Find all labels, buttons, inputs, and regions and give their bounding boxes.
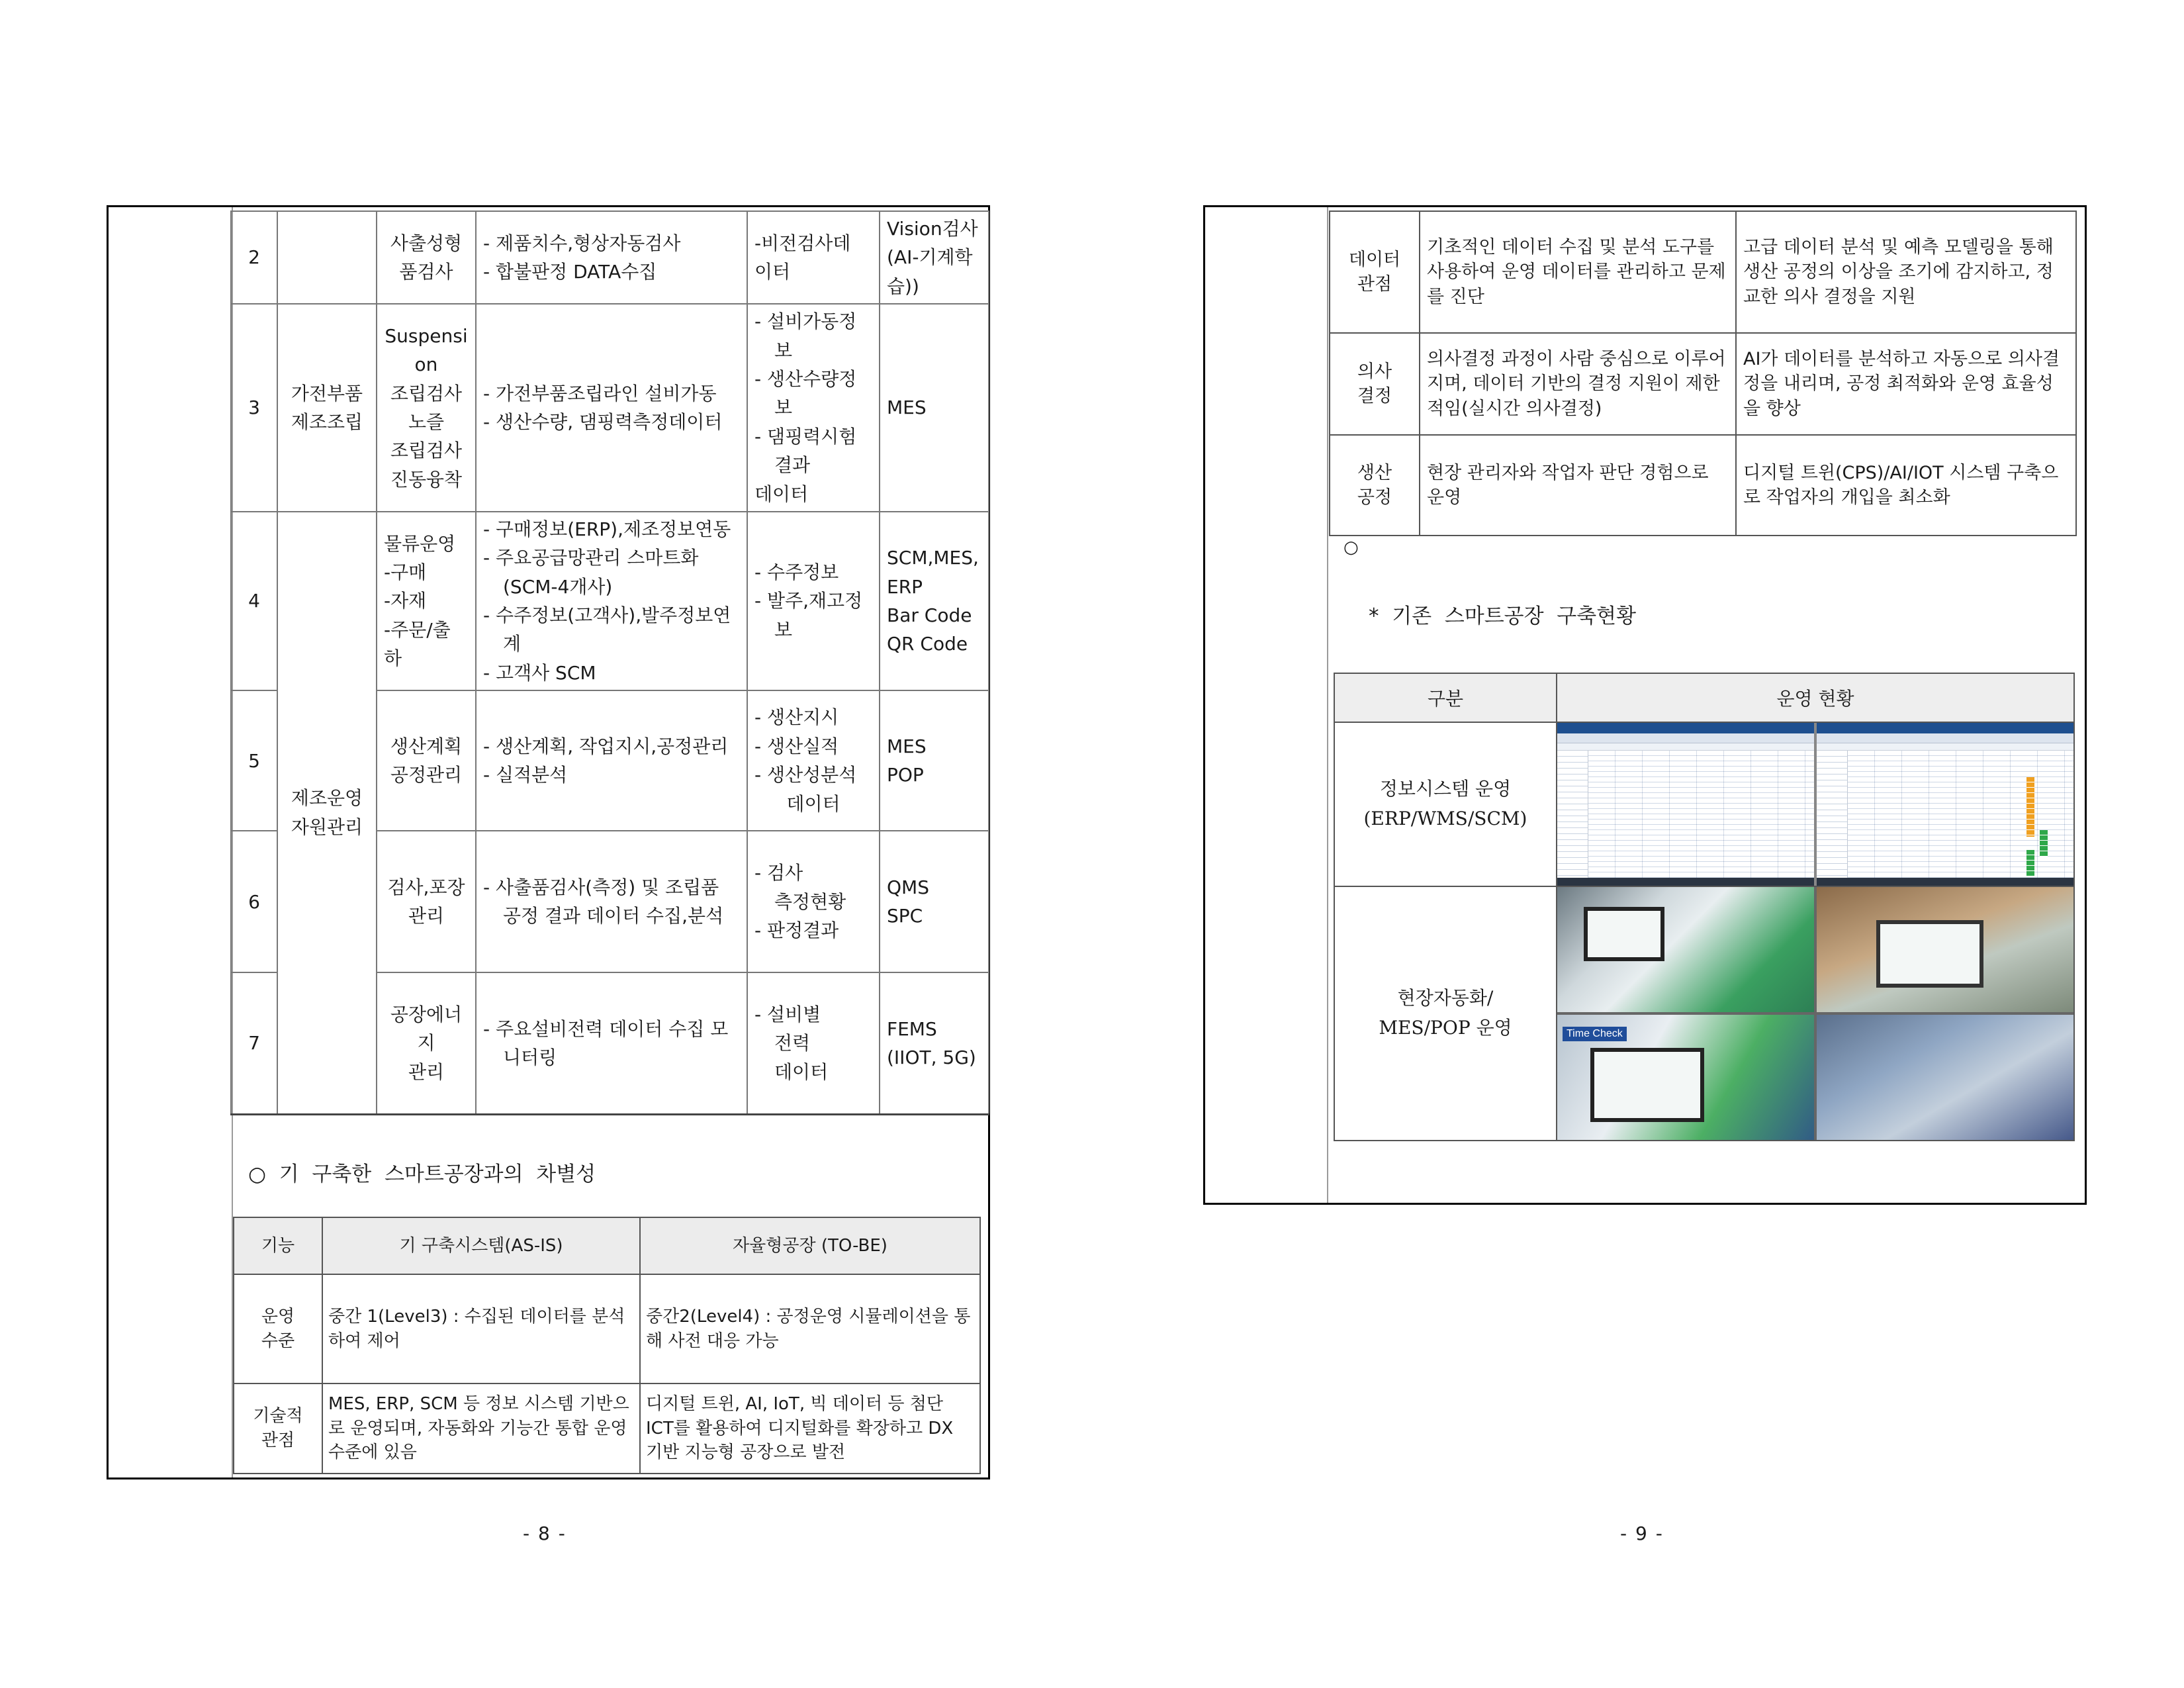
content-cell: - 구매정보(ERP),제조정보연동 - 주요공급망관리 스마트화(SCM-4개사) - 수주정보(고객사),발주정보연계 - 고객사 SCM [476,512,747,690]
table-row [234,1274,980,1383]
factory-photo-machine [1557,887,1814,1012]
content-cell: - 가전부품조립라인 설비가동 - 생산수량, 댐핑력측정데이터 [476,304,747,512]
smart-factory-function-table [230,211,989,1115]
factory-photo-monitor [1817,887,2073,1012]
table-row [234,1383,980,1474]
system-cell: MES [880,304,989,512]
row-number: 7 [231,972,277,1114]
system-cell: Vision검사 (AI-기계학 습)) [880,211,989,304]
data-cell: - 생산지시 - 생산실적 - 생산성분석 데이터 [747,690,880,831]
row-number: 5 [231,690,277,831]
row-number: 6 [231,831,277,972]
column-header: 기능 [234,1217,322,1274]
row-number: 2 [231,211,277,304]
task-cell: 검사,포장 관리 [377,831,476,972]
to-be-cell: 고급 데이터 분석 및 예측 모델링을 통해 생산 공정의 이상을 조기에 감지하고, 정교한 의사 결정을 지원 [1736,211,2076,333]
erp-screen-image [1557,723,1814,886]
table-row [231,512,989,690]
as-is-cell: 중간 1(Level3) : 수집된 데이터를 분석하여 제어 [322,1274,640,1383]
task-cell: 사출성형 품검사 [377,211,476,304]
system-cell: MES POP [880,690,989,831]
row-label: 데이터 관점 [1330,211,1420,333]
row-number: 3 [231,304,277,512]
table-row [1330,435,2076,536]
table-row [1334,722,2074,886]
as-is-cell: MES, ERP, SCM 등 정보 시스템 기반으로 운영되며, 자동화와 기능간 통합 운영 수준에 있음 [322,1383,640,1474]
erp-title-bar [1817,723,2073,733]
section-heading: * 기존 스마트공장 구축현황 [1369,604,1637,628]
data-cell: -비전검사데 이터 [747,211,880,304]
data-cell: - 수주정보 - 발주,재고정보 [747,512,880,690]
factory-photo-time-check: Time Check [1557,1015,1814,1140]
factory-photos [1557,886,2074,1141]
differentiation-table [233,1217,981,1474]
table-header-row [234,1217,980,1274]
row-label: 생산 공정 [1330,435,1420,536]
smart-factory-status-table [1334,673,2075,1141]
page-9-margin [1205,207,1328,1203]
row-number: 4 [231,512,277,690]
as-is-cell: 의사결정 과정이 사람 중심으로 이루어지며, 데이터 기반의 결정 지원이 제한적임(실시간 의사결정) [1420,333,1736,435]
content-cell: - 주요설비전력 데이터 수집 모니터링 [476,972,747,1114]
row-label: 현장자동화/ MES/POP 운영 [1334,886,1557,1141]
erp-screen-image [1817,723,2073,886]
row-label: 정보시스템 운영 (ERP/WMS/SCM) [1334,722,1557,886]
data-cell: - 설비별 전력 데이터 [747,972,880,1114]
page-8-margin [109,207,233,1477]
system-cell: SCM,MES, ERP Bar Code QR Code [880,512,989,690]
to-be-cell: AI가 데이터를 분석하고 자동으로 의사결정을 내리며, 공정 최적화와 운영 효율성을 향상 [1736,333,2076,435]
column-header: 기 구축시스템(AS-IS) [322,1217,640,1274]
data-cell: - 검사 측정현황 - 판정결과 [747,831,880,972]
table-row [231,304,989,512]
content-cell: - 생산계획, 작업지시,공정관리 - 실적분석 [476,690,747,831]
data-cell: - 설비가동정보 - 생산수량정보 - 댐핑력시험결과 데이터 [747,304,880,512]
column-header: 구분 [1334,673,1557,722]
table-row [1330,333,2076,435]
table-row [231,211,989,304]
section-heading: ○ 기 구축한 스마트공장과의 차별성 [248,1162,596,1186]
process-cell: 가전부품 제조조립 [277,304,377,512]
to-be-cell: 디지털 트윈, AI, IoT, 빅 데이터 등 첨단 ICT를 활용하여 디지털화를 확장하고 DX 기반 지능형 공장으로 발전 [640,1383,980,1474]
factory-photo-assembly-line [1817,1015,2073,1140]
system-cell: QMS SPC [880,831,989,972]
to-be-cell: 중간2(Level4) : 공정운영 시뮬레이션을 통해 사전 대응 가능 [640,1274,980,1383]
content-cell: - 제품치수,형상자동검사 - 합불판정 DATA수집 [476,211,747,304]
table-header-row [1334,673,2074,722]
process-cell: 제조운영 자원관리 [277,512,377,1114]
content-cell: - 사출품검사(측정) 및 조립품 공정 결과 데이터 수집,분석 [476,831,747,972]
process-cell [277,211,377,304]
table-row [1330,211,2076,333]
erp-screenshots [1557,722,2074,886]
page-number: - 8 - [523,1523,567,1544]
column-header: 운영 현황 [1557,673,2074,722]
row-label: 운영 수준 [234,1274,322,1383]
to-be-cell: 디지털 트윈(CPS)/AI/IOT 시스템 구축으로 작업자의 개입을 최소화 [1736,435,2076,536]
row-label: 의사 결정 [1330,333,1420,435]
empty-bullet: ○ [1343,538,1359,557]
system-cell: FEMS (IIOT, 5G) [880,972,989,1114]
task-cell: 공장에너 지 관리 [377,972,476,1114]
as-is-cell: 기초적인 데이터 수집 및 분석 도구를 사용하여 운영 데이터를 관리하고 문제를 진단 [1420,211,1736,333]
page-number: - 9 - [1620,1523,1664,1544]
row-label: 기술적 관점 [234,1383,322,1474]
table-row [1334,886,2074,1141]
as-is-cell: 현장 관리자와 작업자 판단 경험으로 운영 [1420,435,1736,536]
differentiation-table-continued [1329,211,2077,536]
task-cell: 생산계획 공정관리 [377,690,476,831]
task-cell: 물류운영 -구매 -자재 -주문/출 하 [377,512,476,690]
task-cell: Suspensi on 조립검사 노즐 조립검사 진동융착 [377,304,476,512]
column-header: 자율형공장 (TO-BE) [640,1217,980,1274]
erp-title-bar [1557,723,1814,733]
